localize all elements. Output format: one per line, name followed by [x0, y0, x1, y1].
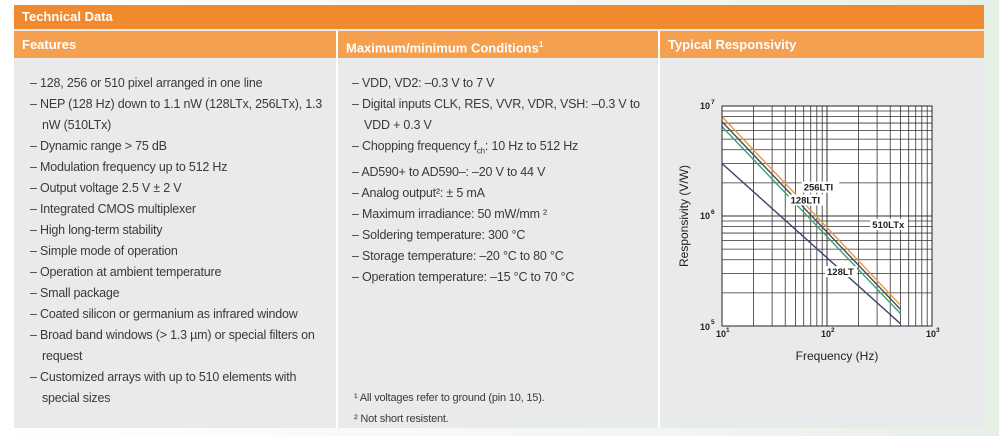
section-title: Technical Data — [14, 5, 984, 29]
list-item: – Small package — [30, 286, 120, 300]
technical-data-panel — [14, 5, 984, 428]
y-tick-exponent: 5 — [711, 319, 715, 326]
conditions-header — [338, 31, 658, 58]
responsivity-header: Typical Responsivity — [668, 37, 797, 52]
list-item: – Analog output²: ± 5 mA — [352, 185, 485, 200]
conditions-header-label: Maximum/minimum Conditions — [346, 40, 539, 56]
y-axis-label: Responsivity (V/W) — [677, 164, 691, 268]
list-item: – Customized arrays with up to 510 elements with special sizes — [30, 370, 297, 405]
responsivity-column — [660, 60, 984, 428]
list-item: – Digital inputs CLK, RES, VVR, VDR, VSH: –0.3 V to VDD + 0.3 V — [352, 97, 640, 132]
chopping-prefix: – Chopping frequency f — [352, 139, 477, 153]
curve-label: 510LTx — [872, 219, 905, 231]
list-item: – Output voltage 2.5 V ± 2 V — [30, 181, 182, 195]
curve-label: 128LTI — [790, 195, 820, 207]
list-item: – Dynamic range > 75 dB — [30, 139, 167, 153]
list-item: – AD590+ to AD590–: –20 V to 44 V — [352, 164, 546, 179]
y-tick-label: 10 — [700, 322, 711, 332]
x-tick-label: 10 — [821, 329, 832, 339]
list-item: – Storage temperature: –20 °C to 80 °C — [352, 248, 564, 263]
list-item: – Modulation frequency up to 512 Hz — [30, 160, 228, 174]
footnote: ¹ All voltages refer to ground (pin 10, 15). — [354, 392, 545, 404]
x-axis-label: Frequency (Hz) — [795, 349, 879, 363]
features-header: Features — [22, 37, 77, 52]
list-item: – Operation at ambient temperature — [30, 265, 222, 279]
list-item: – Simple mode of operation — [30, 244, 178, 258]
y-tick-label: 10 — [700, 101, 711, 111]
list-item: – Operation temperature: –15 °C to 70 °C — [352, 269, 575, 284]
list-item: – High long-term stability — [30, 223, 163, 237]
x-tick-exponent: 2 — [831, 327, 835, 334]
y-tick-label: 10 — [700, 211, 711, 221]
list-item: – Integrated CMOS multiplexer — [30, 202, 196, 216]
list-item: – Soldering temperature: 300 °C — [352, 227, 526, 242]
x-tick-label: 10 — [716, 329, 727, 339]
y-tick-exponent: 6 — [711, 209, 715, 216]
list-item: – 128, 256 or 510 pixel arranged in one line — [30, 76, 263, 90]
list-item: – VDD, VD2: –0.3 V to 7 V — [352, 76, 495, 90]
conditions-header-sup: 1 — [538, 40, 544, 49]
features-column — [14, 60, 336, 428]
list-item: – Maximum irradiance: 50 mW/mm ² — [352, 206, 548, 221]
curve-label: 128LT — [827, 267, 854, 279]
footnote: ² Not short resistent. — [354, 413, 449, 425]
x-tick-label: 10 — [926, 329, 937, 339]
curve-label: 256LTI — [803, 182, 834, 194]
x-tick-exponent: 3 — [936, 327, 940, 334]
list-item — [352, 136, 652, 162]
chart-grid — [722, 106, 932, 326]
list-item: – Broad band windows (> 1.3 µm) or special filters on request — [30, 328, 315, 363]
column-header-row — [14, 31, 984, 58]
conditions-list — [352, 73, 652, 288]
chopping-suffix: : 10 Hz to 512 Hz — [484, 139, 579, 153]
features-list — [30, 73, 330, 409]
responsivity-chart — [660, 60, 984, 428]
list-item: – Coated silicon or germanium as infrared window — [30, 307, 298, 321]
y-tick-exponent: 7 — [711, 99, 715, 106]
list-item: – NEP (128 Hz) down to 1.1 nW (128LTx, 256LTx), 1.3 nW (510LTx) — [30, 97, 323, 132]
conditions-column — [338, 60, 658, 428]
x-tick-exponent: 1 — [726, 327, 730, 334]
chopping-sub: ch — [476, 146, 485, 156]
footnotes — [354, 388, 545, 430]
